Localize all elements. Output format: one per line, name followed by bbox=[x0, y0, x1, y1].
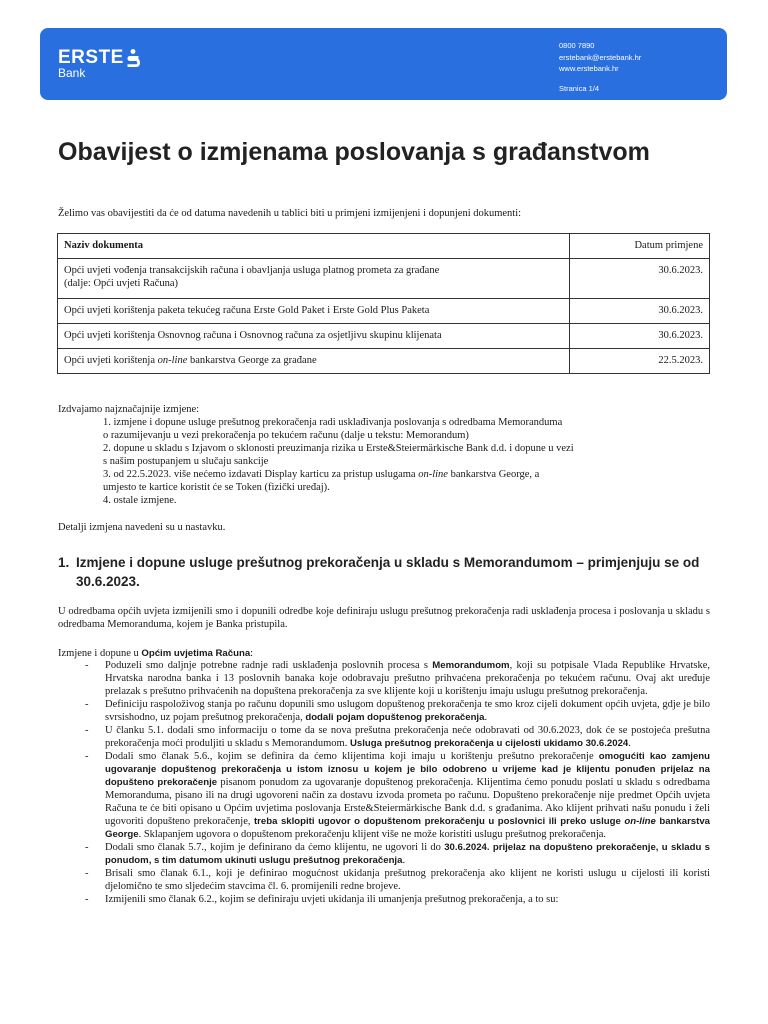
text-bold-italic: on-line bbox=[624, 816, 656, 827]
document-name-italic: on-line bbox=[157, 355, 188, 366]
text-part: Poduzeli smo daljnje potrebne radnje radi usklađenja poslovnih procesa s bbox=[105, 660, 433, 671]
document-name bbox=[58, 259, 570, 299]
text-bold: Usluga prešutnog prekoračenja u cijelosti ukidamo 30.6.2024 bbox=[349, 738, 629, 749]
highlights-block bbox=[58, 403, 574, 507]
highlights-lead: Izdvajamo najznačajnije izmjene: bbox=[58, 404, 200, 415]
document-date: 22.5.2023. bbox=[570, 349, 710, 374]
text-part: . bbox=[484, 712, 488, 723]
dash-bullet: - bbox=[85, 660, 89, 671]
text-bold: Općim uvjetima Računa bbox=[141, 648, 251, 659]
column-header-name: Naziv dokumenta bbox=[58, 234, 570, 259]
documents-table bbox=[57, 233, 710, 374]
text-part: pisanom ponudom za ugovaranje dopuštenog prekoračenja. Klijentima ćemo ponudu poslati u skladu s odredbama Memoranduma, pisano ili na drugi ugovoreni način za dostavu izvoda prometa po računu. Dopušteno prekoračenje nije predmet Općih uvjeta Računa te će biti opisano u Općim uvjetima poslovanja Erste&Steiermärkische Bank d.d. s građanima. Ako klijent prihvati našu ponudu i želi ugovoriti dopušteno prekoračenje, bbox=[105, 777, 710, 827]
text-bold: treba sklopiti ugovor o dopuštenom prekoračenju u poslovnici ili preko usluge bbox=[253, 816, 625, 827]
dash-bullet: - bbox=[85, 751, 89, 762]
document-name-line: Opći uvjeti vođenja transakcijskih računa i obavljanja usluga platnog prometa za građane bbox=[64, 265, 440, 276]
text-part: Dodali smo članak 5.6., kojim se definira da ćemo klijentima koji imaju u korištenju prešutno prekoračenje bbox=[105, 751, 599, 762]
text-part: . Sklapanjem ugovora o dopuštenom prekoračenju klijent više ne može koristiti uslugu prešutnog prekoračenja. bbox=[138, 829, 607, 840]
text-part: Definiciju raspoloživog stanja po računu dopunili smo uslugom dopuštenog prekoračenja te smo kroz cijeli dokument općih uvjeta, gdje je bilo svrsishodno, uz pojam prešutnog prekoračenja, bbox=[105, 699, 710, 723]
highlights-list bbox=[103, 416, 574, 507]
list-item bbox=[103, 416, 574, 442]
list-item-line: 1. izmjene i dopune usluge prešutnog prekoračenja radi usklađivanja poslovanja s odredbama Memoranduma bbox=[103, 417, 563, 428]
text-part: U članku 5.1. dodali smo informaciju o tome da se nova prešutna prekoračenja neće odobravati od 30.6.2023, dok će se postojeća prešutna prekoračenja moći produljiti u skladu s Memorandumom. bbox=[105, 725, 710, 749]
details-note: Detalji izmjena navedeni su u nastavku. bbox=[58, 522, 226, 533]
text-part: , koji su potpisale Vlada Republike Hrvatske, Hrvatska narodna banka i 13 poslovnih banaka koje odobravaju prešutno prihvaćena prekoračenja po tekućem računu. Ovaj akt uređuje prelazak s prešutno prihvaćenih na dopuštena prekoračenja za sve klijente koji u korištenju imaju uslugu prešutnog prekoračenja. bbox=[105, 660, 710, 697]
list-item-line: o razumijevanju u vezi prekoračenja po tekućem računu (dalje u tekstu: Memorandum) bbox=[103, 430, 469, 441]
text-part: Brisali smo članak 6.1., koji je definirao mogućnost ukidanja prešutnog prekoračenja ako klijent ne koristi uslugu u cijelosti ili koristi djelomično te smo sljedećim stavcima čl. 6. promijenili redne brojeve. bbox=[105, 868, 710, 892]
dash-bullet: - bbox=[85, 699, 89, 710]
list-item bbox=[58, 698, 710, 724]
text-bold: omogućiti kao zamjenu ugovaranje dopuštenog prekoračenja u istom iznosu u kojem je bilo odobreno u vrijeme kad je klijentu ponuđen prijelaz na dopušteno prekoračenje bbox=[105, 751, 710, 788]
dash-bullet: - bbox=[85, 868, 89, 879]
email-address[interactable]: erstebank@erstebank.hr bbox=[559, 52, 642, 62]
document-name-part: Opći uvjeti korištenja bbox=[64, 355, 158, 366]
text-part: Dodali smo članak 5.7., kojim je definirano da ćemo klijentu, ne ugovori li do bbox=[105, 842, 445, 853]
table-header-row bbox=[58, 234, 710, 259]
text-part: : bbox=[250, 648, 254, 659]
text-part: . bbox=[402, 855, 406, 866]
brand-name: ERSTE bbox=[58, 47, 124, 68]
document-name bbox=[58, 349, 570, 374]
list-item-line: 2. dopune u skladu s Izjavom o sklonosti preuzimanja rizika u Erste&Steiermärkische Bank d.d. i dopune u vezi bbox=[103, 443, 574, 454]
text-bold: dodali pojam dopuštenog prekoračenja bbox=[305, 712, 485, 723]
text-part: Izmijenili smo članak 6.2., kojim se definiraju uvjeti ukidanja ili umanjenja prešutnog prekoračenja, a to su: bbox=[105, 894, 559, 905]
page-header bbox=[40, 28, 727, 100]
table-row bbox=[58, 349, 710, 374]
text-bold: Memorandumom bbox=[432, 660, 510, 671]
section-paragraph: U odredbama općih uvjeta izmijenili smo i dopunili odredbe koje definiraju uslugu prešutnog prekoračenja radi usklađenja procesa i poslovanja u skladu s odredbama Memoranduma, kojem je Banka pristupila. bbox=[58, 606, 710, 630]
document-name-line: (dalje: Opći uvjeti Računa) bbox=[64, 278, 178, 289]
list-item bbox=[58, 724, 710, 750]
text-bold: bankarstva George bbox=[105, 816, 711, 840]
dash-bullet: - bbox=[85, 894, 89, 905]
brand-sub: Bank bbox=[58, 66, 86, 80]
list-item bbox=[58, 867, 710, 893]
erste-bank-logo[interactable] bbox=[58, 48, 140, 80]
page-title: Obavijest o izmjenama poslovanja s građanstvom bbox=[58, 138, 650, 166]
list-item bbox=[103, 442, 574, 468]
section-number: 1. bbox=[58, 555, 70, 570]
dash-bullet: - bbox=[85, 725, 89, 736]
document-name-part: bankarstva George za građane bbox=[187, 355, 317, 366]
phone-number: 0800 7890 bbox=[559, 41, 595, 50]
text-italic: on-line bbox=[418, 469, 448, 480]
text-part: 3. od 22.5.2023. više nećemo izdavati Display karticu za pristup uslugama bbox=[103, 469, 419, 480]
table-row bbox=[58, 299, 710, 324]
document-date: 30.6.2023. bbox=[570, 324, 710, 349]
list-item bbox=[58, 893, 710, 906]
erste-s-mark-icon bbox=[126, 49, 140, 68]
changes-list bbox=[58, 659, 710, 906]
list-item bbox=[58, 841, 710, 867]
intro-text: Želimo vas obavijestiti da će od datuma navedenih u tablici biti u primjeni izmijenjeni i dopunjeni dokumenti: bbox=[58, 208, 522, 219]
list-item-line: s našim postupanjem u slučaju sankcije bbox=[103, 456, 269, 467]
document-name: Opći uvjeti korištenja paketa tekućeg računa Erste Gold Paket i Erste Gold Plus Paketa bbox=[58, 299, 570, 324]
column-header-date: Datum primjene bbox=[570, 234, 710, 259]
dash-bullet: - bbox=[85, 842, 89, 853]
document-name: Opći uvjeti korištenja Osnovnog računa i Osnovnog računa za osjetljivu skupinu klijenata bbox=[58, 324, 570, 349]
text-part: Izmjene i dopune u bbox=[58, 648, 142, 659]
document-date: 30.6.2023. bbox=[570, 299, 710, 324]
website-link[interactable]: www.erstebank.hr bbox=[559, 64, 619, 73]
text-part: . bbox=[628, 738, 631, 749]
text-part: bankarstva George, a bbox=[447, 469, 540, 480]
list-item-line: umjesto te kartice koristit će se Token (fizički uređaj). bbox=[103, 482, 330, 493]
list-item bbox=[103, 494, 574, 507]
section-title-line: 30.6.2023. bbox=[76, 574, 140, 589]
document-date: 30.6.2023. bbox=[570, 259, 710, 299]
list-item bbox=[103, 468, 574, 494]
contact-info bbox=[559, 40, 641, 94]
list-item bbox=[58, 750, 710, 841]
table-row bbox=[58, 259, 710, 299]
section-heading-1 bbox=[58, 553, 718, 591]
page-number: Stranica 1/4 bbox=[559, 83, 600, 93]
text-bold: 30.6.2024. prijelaz na dopušteno prekoračenje, u skladu s ponudom, s tim datumom ukinuti uslugu prešutnog prekoračenja bbox=[105, 842, 710, 866]
table-row bbox=[58, 324, 710, 349]
list-item-line bbox=[103, 468, 574, 481]
section-title-line: Izmjene i dopune usluge prešutnog prekoračenja u skladu s Memorandumom – primjenjuju se od bbox=[76, 555, 700, 570]
list-item bbox=[58, 659, 710, 698]
list-item-line: 4. ostale izmjene. bbox=[103, 495, 177, 506]
